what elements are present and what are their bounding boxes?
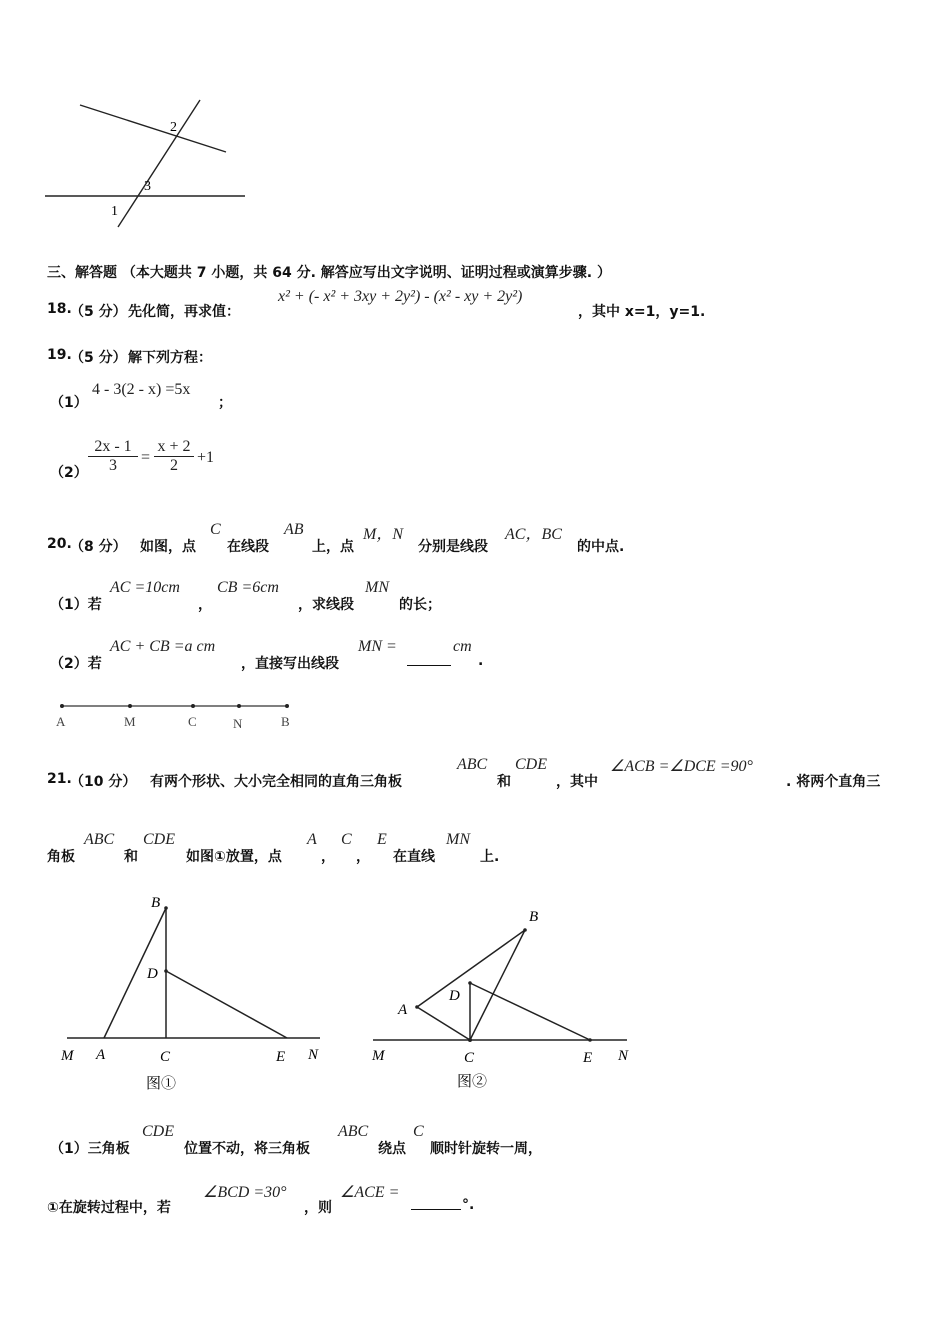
- q19-part1-equation: 4 - 3(2 - x) =5x: [92, 381, 191, 398]
- fig2-label-e: E: [583, 1050, 593, 1066]
- q21-line2-and: 和: [124, 849, 138, 865]
- q21-line2-text-4: 上.: [480, 849, 500, 865]
- fraction-1-numerator: 2x - 1: [94, 438, 132, 455]
- fig2-caption: 图②: [457, 1074, 488, 1090]
- angle-label-2: 2: [170, 120, 177, 135]
- q20-answer-blank[interactable]: [407, 653, 451, 666]
- q21-sub1-cde: CDE: [142, 1123, 174, 1140]
- q19-equals: =: [141, 449, 151, 466]
- q19-plus-one: +1: [197, 449, 215, 466]
- point-m: [128, 704, 132, 708]
- q20-part2-text: ，直接写出线段: [241, 656, 339, 672]
- q21-sub1-text-3: 顺时针旋转一周，: [430, 1141, 542, 1157]
- q19-fraction-2: [154, 438, 194, 475]
- q19-text: 解下列方程：: [128, 350, 212, 366]
- q20-part2-expression: AC + CB =a cm: [110, 638, 216, 655]
- q20-text-3: 上，点: [312, 539, 354, 555]
- fig1-caption: 图①: [146, 1076, 177, 1092]
- fig2-label-m: M: [372, 1048, 385, 1064]
- q20-part2-end: .: [478, 653, 484, 669]
- q21-point-a: A: [307, 831, 317, 848]
- angle-figure: [40, 95, 250, 230]
- point-b: [285, 704, 289, 708]
- q21-cde: CDE: [515, 756, 547, 773]
- q20-number: 20.: [47, 536, 72, 552]
- q21-answer-blank[interactable]: [411, 1197, 461, 1210]
- q20-part2-label: （2）若: [50, 656, 102, 672]
- q19-part2-label: （2）: [50, 465, 88, 481]
- q21-abc: ABC: [457, 756, 488, 773]
- q20-part2-mn: MN =: [358, 638, 397, 655]
- point-a: [60, 704, 64, 708]
- fig1-label-d: D: [147, 966, 158, 982]
- fig1-label-a: A: [96, 1047, 106, 1063]
- q20-text-5: 的中点.: [577, 539, 625, 555]
- q20-segments-ac-bc: AC，BC: [505, 526, 562, 543]
- q21-line2-text-2: 如图①放置，点: [186, 849, 282, 865]
- q21-and: 和: [497, 774, 511, 790]
- q20-part1-end: 的长；: [399, 597, 441, 613]
- triangle-figure-1: [55, 890, 335, 1095]
- q18-expression: x² + (- x² + 3xy + 2y²) - (x² - xy + 2y²): [278, 288, 523, 305]
- fraction-2-numerator: x + 2: [157, 438, 191, 455]
- q21-comma-1: ，: [321, 849, 335, 865]
- q21-text-1: 有两个形状、大小完全相同的直角三角板: [150, 774, 402, 790]
- angle-label-3: 3: [144, 179, 151, 194]
- q20-part1-mn: MN: [365, 579, 389, 596]
- q20-text-4: 分别是线段: [418, 539, 488, 555]
- q21-comma-2: ，: [356, 849, 370, 865]
- q21-text-3: . 将两个直角三: [786, 774, 881, 790]
- q20-segment-ab: AB: [284, 521, 304, 538]
- q18-points: （5 分）: [70, 304, 127, 320]
- q21-line2-abc: ABC: [84, 831, 115, 848]
- q21-number: 21.: [47, 771, 72, 787]
- label-m: M: [124, 714, 136, 729]
- triangle-figure-2: [365, 900, 645, 1095]
- fig2-label-a: A: [398, 1002, 408, 1018]
- q19-fraction-1: [88, 438, 138, 475]
- fig2-label-n: N: [618, 1048, 629, 1064]
- q20-part1-text: ，求线段: [298, 597, 354, 613]
- label-n: N: [233, 716, 243, 731]
- angle-label-1: 1: [111, 204, 118, 219]
- q21-circ1-angle: ∠BCD =30°: [203, 1184, 287, 1201]
- fig1-label-c: C: [160, 1049, 171, 1065]
- point-c: [191, 704, 195, 708]
- q21-points: （10 分）: [70, 774, 137, 790]
- q21-line2-text-3: 在直线: [393, 849, 435, 865]
- q20-text-1: 如图，点: [140, 539, 196, 555]
- fraction-2-denominator: 2: [154, 456, 194, 475]
- fraction-1-denominator: 3: [88, 456, 138, 475]
- fig1-label-b: B: [151, 895, 161, 911]
- q21-circ1-text-2: ，则: [304, 1200, 332, 1216]
- fig2-label-d: D: [449, 988, 460, 1004]
- q21-sub1-text-2: 绕点: [378, 1141, 406, 1157]
- q20-part1-ac: AC =10cm: [110, 579, 180, 596]
- q21-sub1-point-c: C: [413, 1123, 424, 1140]
- q20-point-c: C: [210, 521, 221, 538]
- q18-number: 18.: [47, 301, 72, 317]
- q21-circ1-ace: ∠ACE =: [340, 1184, 400, 1201]
- q20-points: （8 分）: [70, 539, 127, 555]
- q21-circ1-end: °.: [462, 1197, 475, 1213]
- q21-point-e: E: [377, 831, 387, 848]
- q19-part1-label: （1）: [50, 395, 88, 411]
- q21-line-mn: MN: [446, 831, 470, 848]
- segment-figure: [50, 698, 300, 733]
- section-header: 三、解答题 （本大题共 7 小题，共 64 分. 解答应写出文字说明、证明过程或演算步骤. ）: [47, 265, 611, 281]
- q21-sub1-label: （1）三角板: [50, 1141, 130, 1157]
- q21-point-c: C: [341, 831, 352, 848]
- fig2-label-c: C: [464, 1050, 475, 1066]
- fig1-label-n: N: [308, 1047, 319, 1063]
- q21-text-2: ，其中: [556, 774, 598, 790]
- q21-sub1-abc: ABC: [338, 1123, 369, 1140]
- fig2-label-b: B: [529, 909, 539, 925]
- point-n: [237, 704, 241, 708]
- q19-points: （5 分）: [70, 350, 127, 366]
- q20-part2-unit: cm: [453, 638, 472, 655]
- q20-part1-cb: CB =6cm: [217, 579, 279, 596]
- q19-part1-end: ；: [218, 395, 232, 411]
- q21-circ1-text-1: ①在旋转过程中，若: [47, 1200, 171, 1216]
- fig1-label-e: E: [276, 1049, 286, 1065]
- q18-condition: ，其中 x=1，y=1.: [578, 304, 706, 320]
- q20-part1-comma: ，: [198, 597, 212, 613]
- q21-angle-equation: ∠ACB =∠DCE =90°: [610, 758, 753, 775]
- q20-part1-label: （1）若: [50, 597, 102, 613]
- q20-points-mn: M，N: [363, 526, 404, 543]
- fig1-label-m: M: [61, 1048, 74, 1064]
- q21-line2-cde: CDE: [143, 831, 175, 848]
- label-a: A: [56, 714, 66, 729]
- q18-text: 先化简，再求值：: [128, 304, 240, 320]
- q21-sub1-text-1: 位置不动，将三角板: [184, 1141, 310, 1157]
- label-c: C: [188, 714, 197, 729]
- label-b: B: [281, 714, 290, 729]
- q19-number: 19.: [47, 347, 72, 363]
- q20-text-2: 在线段: [227, 539, 269, 555]
- q21-line2-text-1: 角板: [47, 849, 75, 865]
